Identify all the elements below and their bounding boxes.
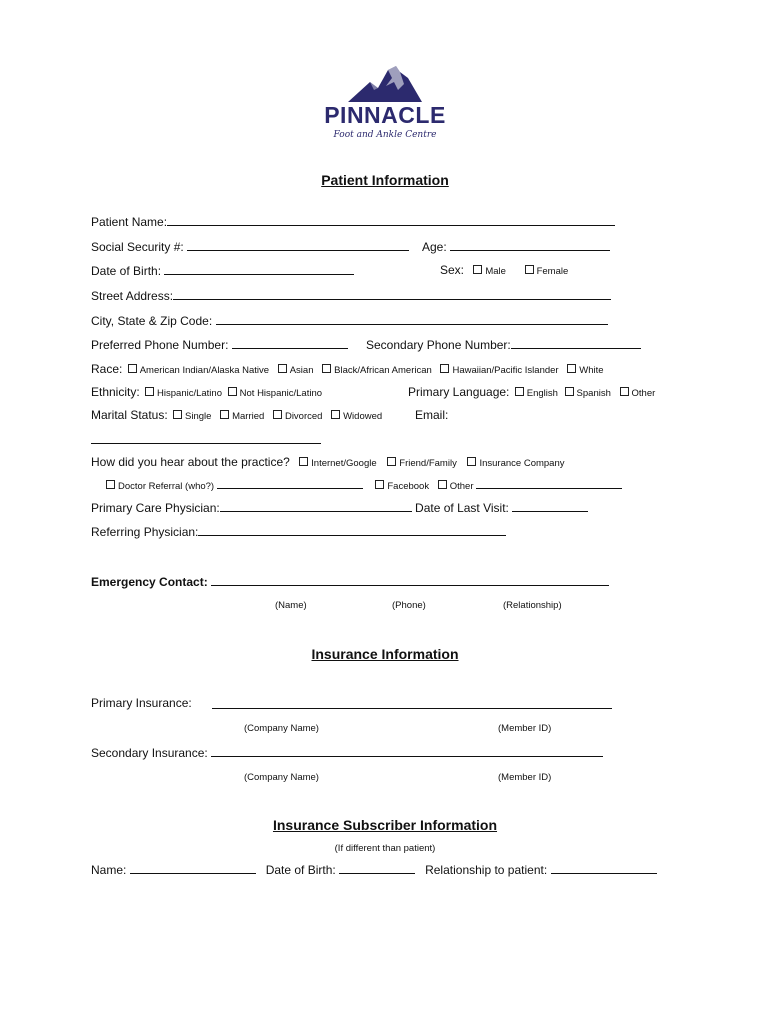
preferred-phone-field[interactable] (232, 337, 348, 349)
race-option-3: Black/African American (334, 365, 432, 376)
patient-info-title: Patient Information (321, 172, 449, 188)
married-option: Married (232, 411, 265, 422)
email-field-row (91, 431, 321, 449)
race-checkbox-2[interactable] (278, 364, 287, 373)
secondary-insurance-field[interactable] (211, 745, 603, 757)
facebook-checkbox[interactable] (375, 480, 384, 489)
city-field[interactable] (216, 313, 608, 325)
preferred-phone-label: Preferred Phone Number: (91, 338, 229, 352)
logo-wordmark: PINNACLE (324, 102, 446, 128)
widowed-option: Widowed (343, 411, 383, 422)
referral-row (106, 479, 622, 492)
race-checkbox-3[interactable] (322, 364, 331, 373)
age-field[interactable] (450, 239, 610, 251)
marital-row (91, 408, 382, 422)
race-option-1: American Indian/Alaska Native (139, 365, 270, 376)
english-checkbox[interactable] (515, 387, 524, 396)
secondary-insurance-label: Secondary Insurance: (91, 746, 208, 760)
hear-row (91, 455, 565, 469)
insurance-info-title: Insurance Information (311, 646, 459, 662)
subscriber-dob-label: Date of Birth: (265, 863, 336, 877)
subscriber-row (91, 862, 657, 877)
insurance-company-checkbox[interactable] (467, 457, 476, 466)
age-row (422, 239, 610, 254)
referral-field[interactable] (217, 479, 363, 489)
friend-option: Friend/Family (399, 458, 457, 469)
language-label: Primary Language: (408, 385, 510, 399)
single-checkbox[interactable] (173, 410, 182, 419)
race-checkbox-1[interactable] (128, 364, 137, 373)
divorced-option: Divorced (284, 411, 323, 422)
single-option: Single (185, 411, 212, 422)
subscriber-relationship-field[interactable] (551, 862, 657, 874)
emergency-field[interactable] (211, 574, 609, 586)
sex-label: Sex: (440, 263, 465, 277)
referral-checkbox[interactable] (106, 480, 115, 489)
primary-member-caption: (Member ID) (498, 723, 552, 734)
emergency-row (91, 574, 609, 589)
married-checkbox[interactable] (220, 410, 229, 419)
insurance-company-option: Insurance Company (479, 458, 565, 469)
other-source-option: Other (449, 481, 474, 492)
primary-insurance-label: Primary Insurance: (91, 696, 192, 710)
secondary-company-caption: (Company Name) (244, 772, 319, 783)
subscriber-note: (If different than patient) (334, 843, 436, 854)
age-label: Age: (422, 240, 447, 254)
city-row (91, 313, 608, 328)
hispanic-option: Hispanic/Latino (157, 388, 222, 399)
email-field[interactable] (91, 432, 321, 444)
pcp-field[interactable] (220, 500, 412, 512)
patient-name-field[interactable] (167, 214, 615, 226)
referring-label: Referring Physician: (91, 525, 199, 539)
widowed-checkbox[interactable] (331, 410, 340, 419)
referring-field[interactable] (198, 524, 506, 536)
subscriber-name-label: Name: (91, 863, 127, 877)
emergency-name-caption: (Name) (275, 600, 307, 611)
emergency-relationship-caption: (Relationship) (503, 600, 562, 611)
subscriber-info-title: Insurance Subscriber Information (272, 817, 498, 833)
female-checkbox[interactable] (525, 265, 534, 274)
divorced-checkbox[interactable] (273, 410, 282, 419)
language-row (408, 385, 655, 399)
secondary-phone-field[interactable] (511, 337, 641, 349)
dob-field[interactable] (164, 263, 354, 275)
other-source-field[interactable] (476, 479, 622, 489)
email-label: Email: (415, 408, 449, 422)
race-option-2: Asian (289, 365, 314, 376)
race-label: Race: (91, 362, 123, 376)
pcp-row (91, 500, 588, 515)
referral-option: Doctor Referral (who?) (118, 481, 215, 492)
referring-row (91, 524, 506, 539)
race-checkbox-4[interactable] (440, 364, 449, 373)
secondary-insurance-row (91, 745, 603, 760)
emergency-label: Emergency Contact: (91, 575, 208, 589)
hispanic-checkbox[interactable] (145, 387, 154, 396)
spanish-checkbox[interactable] (565, 387, 574, 396)
ethnicity-row (91, 385, 322, 399)
not-hispanic-option: Not Hispanic/Latino (239, 388, 323, 399)
street-row (91, 288, 611, 303)
last-visit-label: Date of Last Visit: (415, 501, 509, 515)
secondary-member-caption: (Member ID) (498, 772, 552, 783)
male-option: Male (485, 266, 506, 277)
secondary-phone-label: Secondary Phone Number: (366, 338, 511, 352)
street-label: Street Address: (91, 289, 174, 303)
internet-option: Internet/Google (311, 458, 377, 469)
secondary-phone-row (366, 337, 641, 352)
not-hispanic-checkbox[interactable] (228, 387, 237, 396)
race-checkbox-5[interactable] (567, 364, 576, 373)
subscriber-name-field[interactable] (130, 862, 256, 874)
race-option-5: White (579, 365, 604, 376)
preferred-phone-row (91, 337, 348, 352)
primary-insurance-field-wrap (212, 696, 612, 714)
marital-label: Marital Status: (91, 408, 168, 422)
ssn-field[interactable] (187, 239, 409, 251)
emergency-phone-caption: (Phone) (392, 600, 426, 611)
patient-name-label: Patient Name: (91, 215, 168, 229)
primary-company-caption: (Company Name) (244, 723, 319, 734)
dob-label: Date of Birth: (91, 264, 162, 278)
race-row (91, 362, 604, 376)
last-visit-field[interactable] (512, 500, 588, 512)
facebook-option: Facebook (387, 481, 430, 492)
race-option-4: Hawaiian/Pacific Islander (452, 365, 559, 376)
subscriber-dob-field[interactable] (339, 862, 415, 874)
practice-logo (320, 64, 450, 148)
ethnicity-label: Ethnicity: (91, 385, 140, 399)
street-field[interactable] (173, 288, 611, 300)
friend-checkbox[interactable] (387, 457, 396, 466)
mountain-logo-icon (348, 64, 422, 104)
other-source-checkbox[interactable] (438, 480, 447, 489)
other-language-option: Other (631, 388, 656, 399)
subscriber-relationship-label: Relationship to patient: (425, 863, 548, 877)
primary-insurance-field[interactable] (212, 697, 612, 709)
other-language-checkbox[interactable] (620, 387, 629, 396)
dob-row (91, 263, 354, 278)
english-option: English (526, 388, 558, 399)
female-option: Female (536, 266, 569, 277)
sex-row (440, 263, 568, 277)
male-checkbox[interactable] (473, 265, 482, 274)
pcp-label: Primary Care Physician: (91, 501, 220, 515)
ssn-row (91, 239, 409, 254)
hear-label: How did you hear about the practice? (91, 455, 290, 469)
internet-checkbox[interactable] (299, 457, 308, 466)
patient-name-row (91, 214, 615, 229)
primary-insurance-row (91, 696, 192, 710)
spanish-option: Spanish (576, 388, 611, 399)
logo-tagline: Foot and Ankle Centre (333, 130, 437, 140)
ssn-label: Social Security #: (91, 240, 184, 254)
city-label: City, State & Zip Code: (91, 314, 213, 328)
